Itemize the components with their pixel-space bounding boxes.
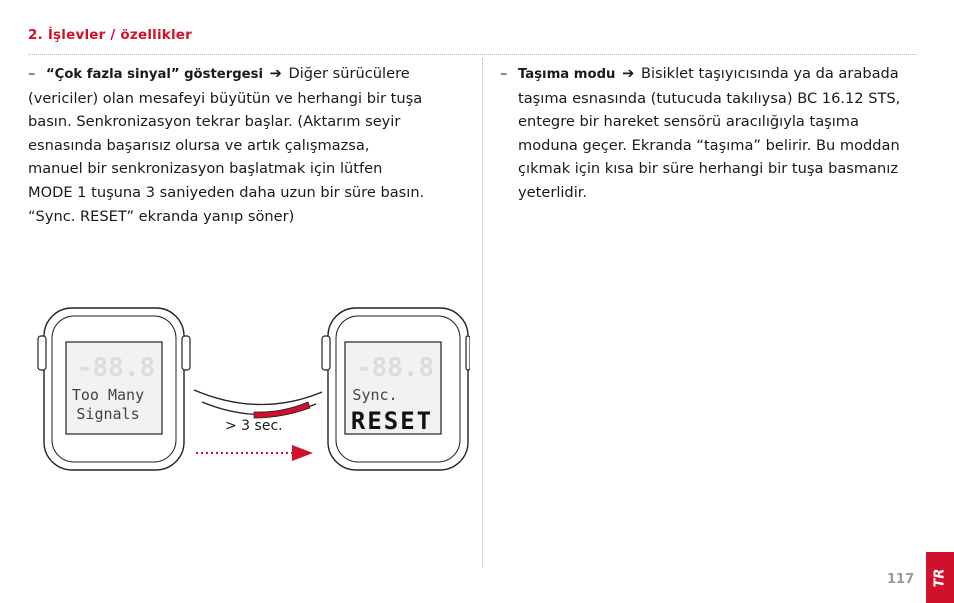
- lcd-background-digits: -88.8: [355, 353, 435, 383]
- item-text-line: basın. Senkronizasyon tekrar başlar. (Aktarım seyir: [28, 113, 401, 131]
- item-first-line: [518, 62, 920, 87]
- lcd-text-line: Signals: [76, 405, 140, 423]
- list-dash: –: [28, 65, 36, 82]
- sync-reset-illustration: [30, 300, 470, 480]
- heading-divider: [28, 54, 917, 55]
- item-text-line: taşıma esnasında (tutucuda takılıysa) BC 16.12 STS,: [518, 89, 901, 107]
- right-column: [500, 62, 920, 205]
- press-duration-caption: > 3 sec.: [225, 418, 283, 434]
- item-first-line: [46, 62, 478, 87]
- left-continuation: [28, 87, 478, 229]
- lcd-background-digits: -88.8: [76, 353, 156, 383]
- lcd-text-line: Too Many: [71, 386, 145, 404]
- page-number: 117: [887, 572, 915, 587]
- list-dash: –: [500, 65, 508, 82]
- item-text-line: (vericiler) olan mesafeyi büyütün ve herhangi bir tuşa: [28, 89, 423, 107]
- bike-computer-device: [322, 308, 470, 470]
- lcd-text-line: Sync.: [352, 386, 398, 404]
- item-text-line: moduna geçer. Ekranda “taşıma” belirir. Bu moddan: [518, 136, 900, 154]
- transport-mode-item: [500, 62, 920, 205]
- column-divider: [482, 58, 483, 568]
- bike-computer-device: [38, 308, 190, 470]
- item-text-line: “Sync. RESET” ekranda yanıp söner): [28, 207, 295, 225]
- language-tab: [926, 552, 954, 603]
- arrow-icon: ➔: [622, 65, 635, 82]
- item-term: Taşıma modu: [518, 67, 616, 82]
- item-text-line: manuel bir senkronizasyon başlatmak için lütfen: [28, 160, 383, 178]
- item-term: “Çok fazla sinyal” göstergesi: [46, 67, 263, 82]
- arrow-icon: ➔: [269, 65, 282, 82]
- item-text-line: MODE 1 tuşuna 3 saniyeden daha uzun bir süre basın.: [28, 183, 425, 201]
- item-text-line: Diğer sürücülere: [288, 65, 410, 82]
- item-text-line: çıkmak için kısa bir süre herhangi bir tuşa basmanız: [518, 160, 899, 178]
- item-text-line: Bisiklet taşıyıcısında ya da arabada: [640, 65, 899, 82]
- lcd-reset-text: RESET: [350, 407, 434, 435]
- progress-arrow-icon: [196, 445, 313, 461]
- item-text-line: yeterlidir.: [518, 183, 588, 201]
- item-text-line: entegre bir hareket sensörü aracılığıyla taşıma: [518, 113, 859, 131]
- left-column: [28, 62, 478, 228]
- language-tab-label: TR: [932, 568, 948, 587]
- too-many-signals-item: [28, 62, 478, 87]
- button-press-icon: [194, 390, 322, 418]
- section-heading: 2. İşlevler / özellikler: [28, 27, 193, 43]
- item-text-line: esnasında başarısız olursa ve artık çalışmazsa,: [28, 136, 370, 154]
